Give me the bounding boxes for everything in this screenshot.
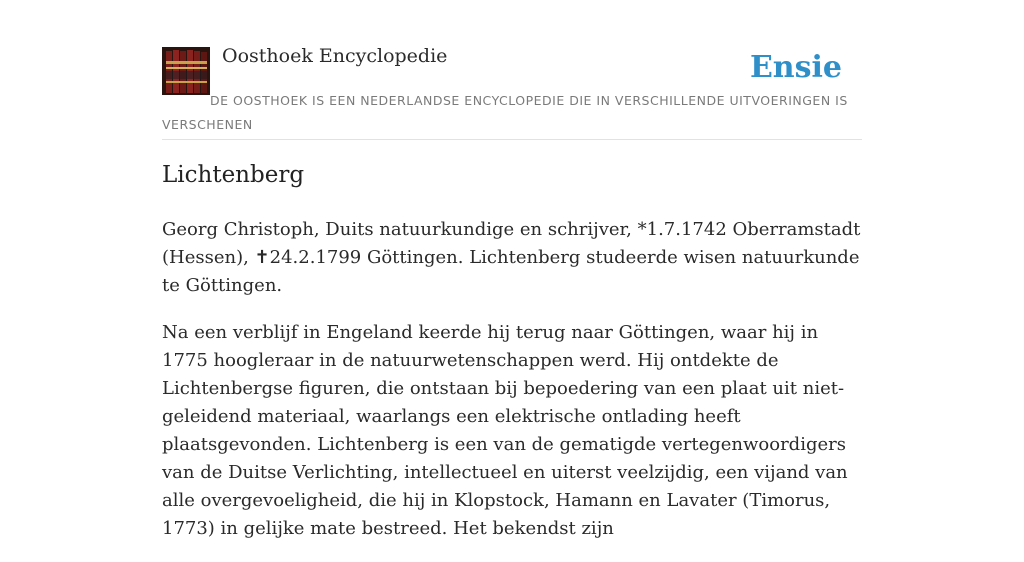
article-body: [162, 216, 862, 562]
brand-logo[interactable]: Ensie: [749, 50, 842, 85]
avatar[interactable]: [162, 47, 210, 95]
site-header: [162, 0, 862, 140]
site-name[interactable]: Oosthoek Encyclopedie: [222, 45, 448, 67]
main-container: [162, 0, 862, 539]
article-title: Lichtenberg: [162, 162, 305, 188]
encyclopedia-books-icon: [162, 47, 210, 95]
article-paragraph: Na een verblijf in Engeland keerde hij terug naar Göttingen, waar hij in 1775 hoogleraar in de natuurwetenschappen werd. Hij ontdekte de Lichtenbergse figuren, die ontstaan bij bepoedering van een plaat uit niet-geleidend materiaal, waarlangs een elektrische ontlading heeft plaatsgevonden. Lichtenberg is een van de gematigde vertegenwoordigers van de Duitse Verlichting, intellectueel en uiterst veelzijdig, een vijand van alle overgevoeligheid, die hij in Klopstock, Hamann en Lavater (Timorus, 1773) in gelijke mate bestreed. Het bekendst zijn: [162, 322, 848, 539]
article-paragraph: Georg Christoph, Duits natuurkundige en schrijver, *1.7.1742 Oberramstadt (Hessen), ✝24.2.1799 Göttingen. Lichtenberg studeerde wisen natuurkunde te Göttingen.: [162, 219, 861, 296]
site-tagline: DE OOSTHOEK IS EEN NEDERLANDSE ENCYCLOPEDIE DIE IN VERSCHILLENDE UITVOERINGEN IS VERSCHENEN: [162, 93, 848, 132]
